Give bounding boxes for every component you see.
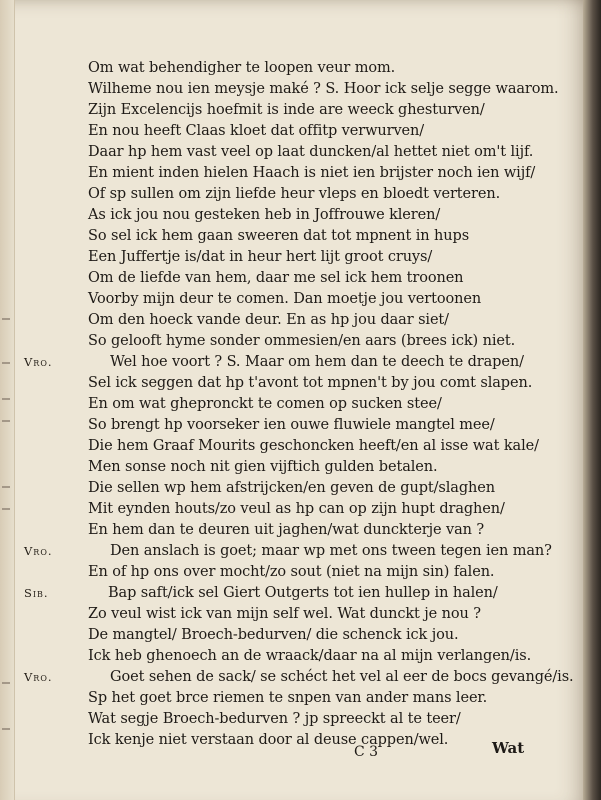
signature-mark: C 3: [354, 744, 379, 760]
verse-line: As ick jou nou gesteken heb in Joffrouwe kleren/: [88, 207, 441, 223]
verse-line: Ick kenje niet verstaan door al deuse cappen/wel.: [88, 732, 449, 748]
verse-line: Voorby mijn deur te comen. Dan moetje jou vertoonen: [88, 291, 482, 307]
verse-line: Die hem Graaf Mourits geschoncken heeft/en al isse wat kale/: [88, 438, 539, 454]
speaker-label: Vro.: [24, 544, 53, 558]
verse-line: Sel ick seggen dat hp t'avont tot mpnen't by jou comt slapen.: [88, 375, 533, 391]
catchword: Wat: [492, 739, 525, 757]
verse-line: Die sellen wp hem afstrijcken/en geven de gupt/slaghen: [88, 480, 495, 496]
verse-line: Zijn Excelencijs hoefmit is inde are weeck ghesturven/: [88, 102, 485, 118]
verse-line: Of sp sullen om zijn liefde heur vleps en bloedt verteren.: [88, 186, 501, 202]
verse-line: Sp het goet brce riemen te snpen van ander mans leer.: [88, 690, 488, 706]
speaker-label: Vro.: [24, 670, 53, 684]
verse-line: En of hp ons over mocht/zo sout (niet na mijn sin) falen.: [88, 564, 495, 580]
verse-line: Om de liefde van hem, daar me sel ick hem troonen: [88, 270, 464, 286]
verse-line: Goet sehen de sack/ se schéct het vel al eer de bocs gevangé/is.: [110, 669, 574, 685]
margin-bleed-mark: [2, 486, 10, 488]
verse-line: En nou heeft Claas kloet dat offitp verwurven/: [88, 123, 425, 139]
verse-line: Men sonse noch nit gien vijftich gulden betalen.: [88, 459, 438, 475]
verse-line: Daar hp hem vast veel op laat duncken/al hettet niet om't lijf.: [88, 144, 534, 160]
speaker-label: Sib.: [24, 586, 49, 600]
margin-bleed-mark: [2, 420, 10, 422]
verse-line: Om wat behendigher te loopen veur mom.: [88, 60, 396, 76]
verse-line: So gelooft hyme sonder ommesien/en aars (brees ick) niet.: [88, 333, 516, 349]
verse-line: En om wat ghepronckt te comen op sucken stee/: [88, 396, 442, 412]
verse-line: So sel ick hem gaan sweeren dat tot mpnent in hups: [88, 228, 470, 244]
margin-bleed-mark: [2, 362, 10, 364]
verse-line: De mangtel/ Broech-bedurven/ die schenck ick jou.: [88, 627, 459, 643]
verse-line: En mient inden hielen Haach is niet ien brijster noch ien wijf/: [88, 165, 536, 181]
verse-line: Bap saft/ick sel Giert Outgerts tot ien hullep in halen/: [108, 585, 498, 601]
verse-line: Een Juffertje is/dat in heur hert lijt groot cruys/: [88, 249, 433, 265]
margin-bleed-mark: [2, 318, 10, 320]
book-edge-shadow: [583, 0, 601, 800]
verse-line: En hem dan te deuren uit jaghen/wat dunckterje van ?: [88, 522, 485, 538]
margin-bleed-mark: [2, 398, 10, 400]
verse-line: Den anslach is goet; maar wp met ons tween tegen ien man?: [110, 543, 552, 559]
margin-bleed-mark: [2, 682, 10, 684]
verse-line: Mit eynden houts/zo veul as hp can op zijn hupt draghen/: [88, 501, 505, 517]
binding-edge: [0, 0, 15, 800]
verse-line: Ick heb ghenoech an de wraack/daar na al mijn verlangen/is.: [88, 648, 532, 664]
verse-line: Wel hoe voort ? S. Maar om hem dan te deech te drapen/: [110, 354, 524, 370]
verse-line: So brengt hp voorseker ien ouwe fluwiele mangtel mee/: [88, 417, 495, 433]
speaker-label: Vro.: [24, 355, 53, 369]
verse-line: Zo veul wist ick van mijn self wel. Wat dunckt je nou ?: [88, 606, 481, 622]
verse-line: Wat segje Broech-bedurven ? jp spreeckt al te teer/: [88, 711, 461, 727]
margin-bleed-mark: [2, 728, 10, 730]
verse-line: Om den hoeck vande deur. En as hp jou daar siet/: [88, 312, 449, 328]
margin-bleed-mark: [2, 508, 10, 510]
verse-line: Wilheme nou ien meysje maké ? S. Hoor ick selje segge waarom.: [88, 81, 559, 97]
